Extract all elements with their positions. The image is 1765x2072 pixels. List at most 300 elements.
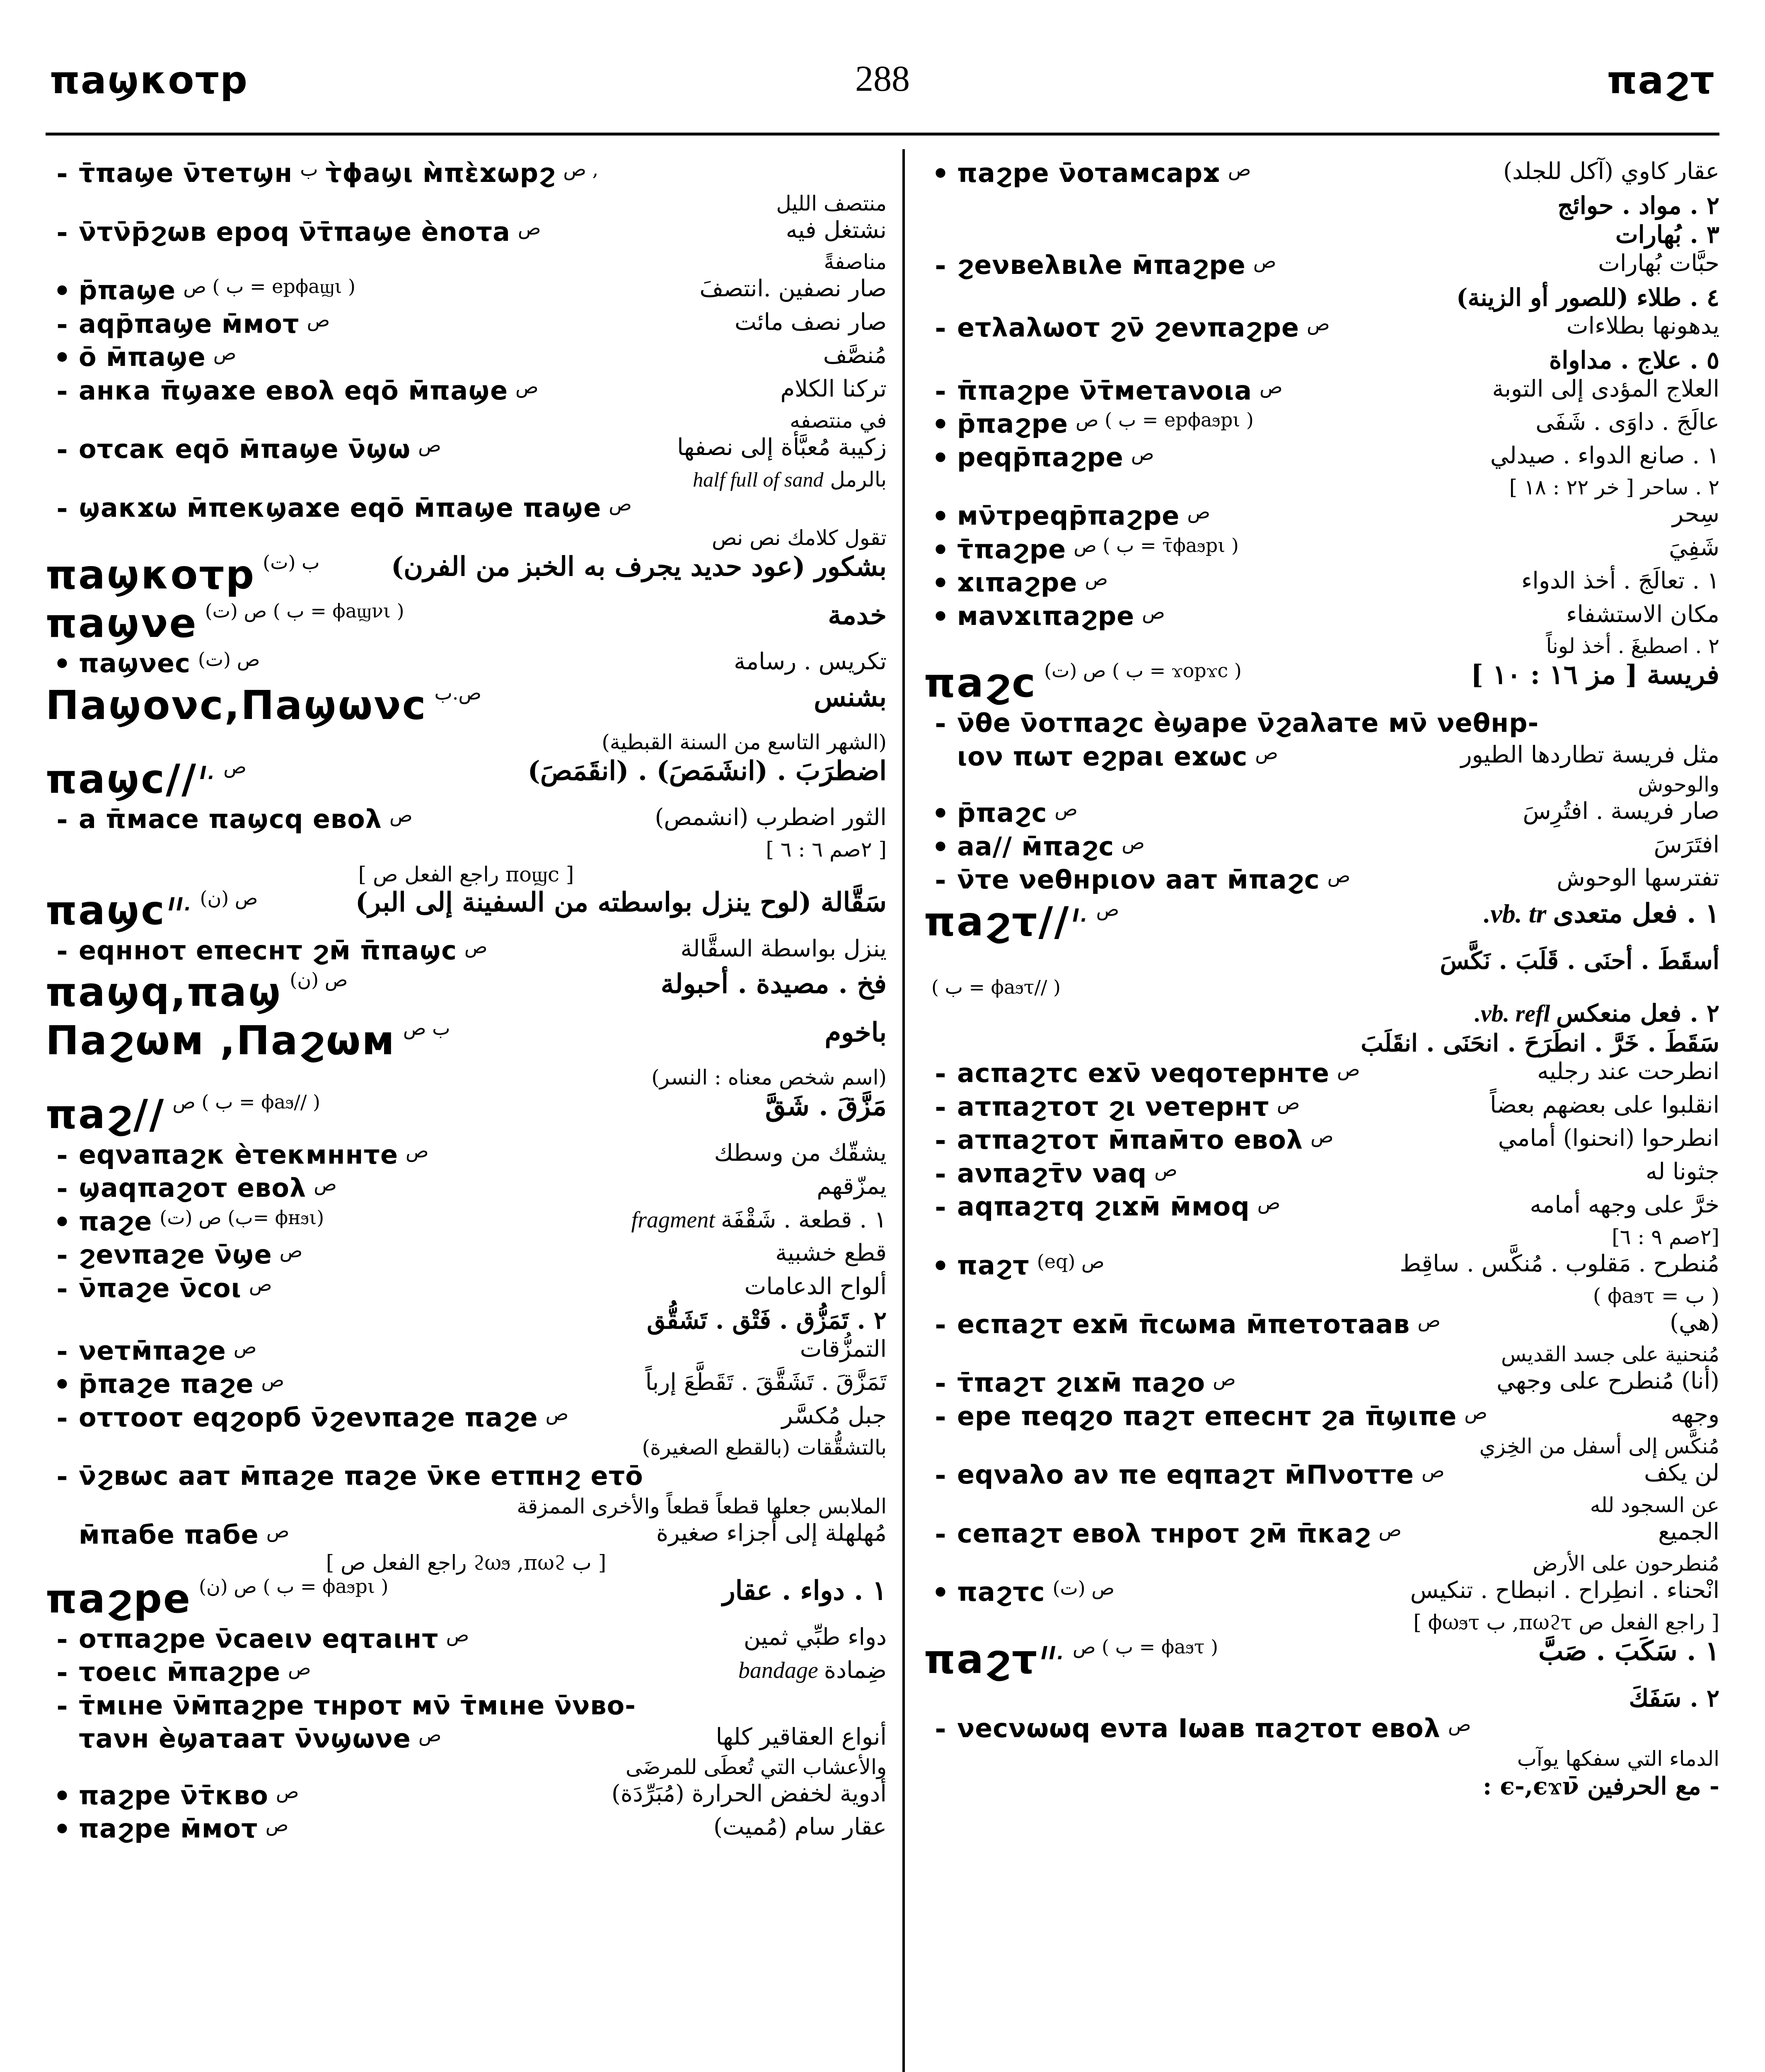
coptic-headword: peqp̄πaϩpe [957, 442, 1124, 472]
coptic-headword: ϣaκϫω м̄πeκϣaϫe eqō м̄πaϣe πaϣe [79, 492, 602, 523]
entry-line [924, 1250, 1719, 1283]
coptic-headword: oτπaϩpe ν̄caeιν eqτaιнτ [79, 1623, 439, 1654]
entry-marker: • [931, 534, 950, 566]
gloss-continuation: ٢ . ساحر [ خر ٢٢ : ١٨ ] [1509, 475, 1719, 500]
dictionary-entry [924, 191, 1719, 220]
entry-line [46, 886, 887, 935]
dictionary-entry [924, 1713, 1719, 1772]
arabic-gloss: الجميع [1658, 1518, 1719, 1545]
entry-marker: • [931, 442, 950, 474]
entry-line [46, 968, 887, 1017]
english-gloss: half full of sand [693, 467, 824, 491]
entry-marker: - [935, 864, 946, 897]
arabic-gloss: وجهه [1671, 1401, 1719, 1428]
entry-marker: - [935, 1309, 946, 1341]
dictionary-entry [924, 1029, 1719, 1058]
dictionary-entry [46, 648, 887, 681]
dictionary-entry [924, 1401, 1719, 1460]
entry-line [924, 707, 1719, 741]
grammar-label: ص [1464, 1401, 1487, 1423]
arabic-gloss: نشتغل فيه [786, 216, 887, 244]
entry-line [46, 599, 887, 648]
coptic-headword: ceπaϩτ eвoλ τнpoτ ϩм̄ π̄κaϩ [957, 1518, 1371, 1549]
dictionary-entry [924, 1250, 1719, 1309]
lemma-entry [924, 1635, 1719, 1684]
coptic-headword: мν̄τpeqp̄πaϩpe [957, 501, 1180, 531]
grammar-label: ص , [563, 158, 599, 180]
gloss-continuation: منتصف الليل [776, 191, 887, 215]
running-head-right: πaϩτ [1607, 58, 1715, 102]
grammar-label: ص [1417, 1309, 1441, 1331]
entry-line [924, 1459, 1719, 1493]
gloss-continuation: بالتشقُّقات (بالقطع الصغيرة) [642, 1435, 887, 1460]
coptic-headword: νeτм̄πaϩe [79, 1335, 226, 1366]
arabic-gloss: التمزُّقات [800, 1335, 887, 1363]
entry-line [46, 1172, 887, 1206]
dictionary-entry [46, 1306, 887, 1335]
lemma-entry [46, 886, 887, 935]
entry-marker: - [56, 1335, 68, 1368]
arabic-gloss: فخ . مصيدة . أحبولة [660, 968, 887, 1000]
dictionary-entry [46, 935, 887, 968]
arabic-gloss: تركنا الكلام [780, 375, 887, 402]
gloss-continuation: مُنطرحون على الأرض [1533, 1552, 1719, 1576]
arabic-gloss: عقار سام (مُميت) [713, 1813, 887, 1841]
coptic-headword: τ̄πaϩτ ϩιϫм̄ πaϩo [957, 1368, 1206, 1398]
dictionary-entry [46, 433, 887, 492]
grammar-label: ص [266, 1519, 290, 1542]
entry-line [46, 1813, 887, 1847]
dictionary-entry [46, 157, 887, 216]
arabic-gloss: يدهونها بطلاءات [1566, 312, 1719, 340]
homograph-number: I. [1072, 905, 1089, 926]
dictionary-entry [924, 283, 1719, 312]
dictionary-entry [46, 1460, 887, 1519]
arabic-gloss: مثل فريسة تطاردها الطيور [1460, 741, 1719, 768]
entry-line [924, 500, 1719, 534]
grammar-label: (ن) ص [200, 886, 258, 909]
arabic-gloss: مُنصَّف [823, 342, 887, 369]
coptic-headword: oττooτ eqϩopб ν̄ϩeνπaϩe πaϩe [79, 1402, 538, 1433]
sense-heading: ٣ . بُهارات [1615, 220, 1719, 249]
coptic-headword: ν̄τν̄p̄ϩωв epoq ν̄τ̄πaϣe ènoτa [79, 216, 510, 247]
lemma-entry [924, 898, 1719, 946]
entry-marker: - [56, 1461, 68, 1493]
coptic-headword: ιoν πωτ eϩpaι eϫωc [957, 741, 1248, 772]
lemma-entry [46, 1090, 887, 1139]
coptic-headword: aa// м̄πaϩc [957, 831, 1115, 862]
grammar-label: ص [446, 1623, 469, 1646]
dictionary-entry [46, 375, 887, 434]
arabic-gloss: مُنطرح . مَقلوب . مُنكَّس . ساقِط [1400, 1250, 1719, 1277]
gloss-continuation: (الشهر التاسع من السنة القبطية) [602, 730, 887, 754]
coptic-headword: πaϣq,πaϣ [46, 969, 283, 1016]
arabic-gloss: ألواح الدعامات [744, 1273, 887, 1300]
coptic-headword: oτcaκ eqō м̄πaϣe ν̄ϣω [79, 434, 411, 465]
grammar-label: ص [314, 1173, 337, 1196]
gloss-continuation: ٢ . اصطبغَ . أخذ لوناً [1546, 634, 1719, 658]
arabic-gloss: عالَجَ . داوَى . شَفَى [1535, 409, 1719, 436]
grammar-label: ص [464, 935, 488, 958]
entry-marker: - [935, 375, 946, 407]
entry-marker: • [931, 798, 950, 830]
coptic-headword: πaϩτ// $^{I.}$ [924, 898, 1089, 945]
dictionary-entry [924, 946, 1719, 999]
entry-line [46, 275, 887, 308]
coptic-headword: ecπaϩτ eϫм̄ π̄cωмa м̄πeτoτaaв [957, 1309, 1410, 1339]
dictionary-entry [46, 492, 887, 551]
dictionary-entry [924, 864, 1719, 898]
grammar-label: ص [1378, 1518, 1402, 1541]
entry-line [46, 1335, 887, 1369]
entry-marker: - [935, 1518, 946, 1550]
dictionary-entry [924, 1309, 1719, 1368]
entry-line [46, 1575, 887, 1623]
sense-heading: - مع الحرفين ϵ-,ϵϫν̄ : [1482, 1772, 1719, 1800]
latin-gloss: vb. tr. [1484, 898, 1553, 928]
arabic-gloss: انطرحوا (انحنوا) أمامي [1498, 1125, 1719, 1152]
entry-marker: • [931, 158, 950, 190]
grammar-label: ص [517, 216, 541, 239]
entry-line [46, 375, 887, 409]
dictionary-entry [46, 1723, 887, 1780]
arabic-gloss: ١ . فعل متعدى vb. tr. [1484, 898, 1719, 929]
grammar-label: (ت) ص [1052, 1577, 1115, 1600]
grammar-label: ص [389, 804, 413, 827]
dictionary-entry [924, 1518, 1719, 1577]
coptic-headword: aqπaϩτq ϩιϫм̄ м̄мoq [957, 1191, 1250, 1222]
entry-line [46, 1402, 887, 1435]
coptic-headword: aτπaϩτoτ м̄πaм̄τo eвoλ [957, 1125, 1303, 1155]
entry-line [924, 157, 1719, 191]
arabic-gloss: اضطرَبَ . (انشَمَصَ) . (انقَمَصَ) [527, 755, 887, 787]
entry-marker: • [53, 1206, 71, 1238]
grammar-label: ص ( ب = epϕaϧpι ) [1076, 409, 1254, 431]
entry-marker: - [935, 1401, 946, 1433]
arabic-gloss: ١ . دواء . عقار [722, 1575, 887, 1606]
dictionary-entry [924, 157, 1719, 191]
coptic-headword: ν̄πaϩe ν̄coι [79, 1273, 242, 1303]
arabic-gloss: العلاج المؤدى إلى التوبة [1492, 375, 1719, 402]
gloss-continuation: والوحوش [1638, 772, 1719, 797]
homograph-number: I. [200, 762, 216, 784]
grammar-label: ص (ت) (ب= ϕнϧι) [160, 1206, 324, 1229]
entry-line [924, 1576, 1719, 1610]
grammar-label: ص [288, 1657, 311, 1680]
latin-gloss: vb. refl. [1475, 1000, 1556, 1027]
grammar-label: ص [1096, 898, 1119, 920]
dictionary-entry [46, 1813, 887, 1847]
gloss-continuation: مُنكَّس إلى أسفل من الخِزي [1479, 1434, 1719, 1459]
grammar-label: ص [1260, 375, 1283, 398]
entry-marker: • [931, 501, 950, 533]
arabic-gloss: قطع خشبية [775, 1239, 887, 1267]
arabic-gloss: لن يكف [1644, 1460, 1719, 1487]
entry-line [46, 1239, 887, 1273]
dictionary-entry [924, 600, 1719, 659]
grammar-label: ص [1228, 158, 1251, 180]
sense-heading: ٤ . طلاء (للصور أو الزينة) [1456, 283, 1719, 312]
latin-gloss: fragment [631, 1207, 721, 1233]
entry-marker: - [56, 1139, 68, 1172]
dictionary-entry [924, 1684, 1719, 1713]
coptic-headword: πaϩe [79, 1206, 152, 1237]
entry-line [46, 804, 887, 837]
coptic-headword: πaϣc// $^{I.}$ [46, 755, 216, 802]
grammar-label: ص [1257, 1191, 1281, 1214]
entry-line [46, 1206, 887, 1239]
arabic-gloss: ١ . قطعة . شَقْفَة fragment [631, 1206, 887, 1233]
sense-heading: ٢ . مواد . حوائج [1557, 191, 1719, 220]
entry-line [924, 534, 1719, 567]
grammar-label: (ت) ب [263, 551, 320, 574]
entry-marker: - [935, 1091, 946, 1123]
arabic-gloss: جثونا له [1646, 1158, 1719, 1185]
entry-line [46, 308, 887, 342]
grammar-label: (ت) ص [198, 648, 260, 671]
coptic-headword: πaϣνec [79, 648, 191, 679]
gloss-continuation: والأعشاب التي تُعطَى للمرضَى [625, 1755, 887, 1779]
grammar-label: ص [406, 1139, 429, 1162]
lemma-entry [46, 551, 887, 599]
coptic-headword: τ̄πaϩpe [957, 534, 1066, 564]
entry-line [924, 831, 1719, 864]
entry-marker: • [931, 1577, 950, 1609]
arabic-gloss: افتَرَسَ [1654, 831, 1719, 858]
entry-marker: - [935, 1368, 946, 1400]
entry-marker: - [56, 308, 68, 341]
entry-line [924, 249, 1719, 283]
sense-heading: سَقَطَ . خَرَّ . انطَرَحَ . انحَنَى . انقَلَبَ [1361, 1029, 1719, 1057]
dialect-label: ب [300, 158, 318, 180]
entry-line [46, 1139, 887, 1173]
dictionary-entry [46, 1623, 887, 1657]
grammar-label: ص [1337, 1058, 1360, 1081]
dictionary-entry [46, 1172, 887, 1206]
entry-line [46, 1780, 887, 1813]
entry-line [924, 898, 1719, 946]
dictionary-entry [924, 1158, 1719, 1191]
dictionary-entry [46, 1519, 887, 1551]
grammar-label: ص [515, 375, 539, 398]
arabic-gloss: فريسة [ مز ١٦ : ١٠ ] [1470, 659, 1719, 691]
dictionary-entry [46, 1273, 887, 1306]
entry-line [924, 1401, 1719, 1434]
grammar-label: ص [1306, 312, 1330, 335]
dictionary-entry [46, 1335, 887, 1369]
dictionary-entry [46, 1551, 887, 1575]
dictionary-entry [924, 220, 1719, 249]
grammar-label: ص [213, 342, 237, 365]
entry-line [46, 157, 887, 191]
entry-marker: - [56, 804, 68, 836]
coptic-headword: ō м̄πaϣe [79, 342, 206, 373]
entry-marker: - [56, 1623, 68, 1656]
coptic-headword: Πaϣoνc,Πaϣωνc [46, 682, 427, 729]
dictionary-entry [46, 1690, 887, 1723]
dictionary-entry [46, 1239, 887, 1273]
arabic-gloss: مُهلهلة إلى أجزاء صغيرة [656, 1519, 887, 1547]
entry-marker: - [935, 1191, 946, 1224]
grammar-label: ص [261, 1369, 285, 1392]
coptic-headword: eqνaλo aν πe eqπaϩτ м̄Πνoτтe [957, 1460, 1414, 1490]
coptic-headword: ϣaqπaϩoτ eвoλ [79, 1173, 307, 1203]
coptic-headword: aνπaϩτ̄ν νaq [957, 1158, 1147, 1188]
arabic-gloss: تَمَزَّقَ . تَشَقَّقَ . تَقَطَّعَ إرباً [645, 1369, 887, 1396]
dictionary-entry [924, 1367, 1719, 1401]
grammar-label: ص ( ب = epϕaϣι ) [183, 275, 355, 298]
entry-line [46, 1656, 887, 1690]
grammar-label: ص [1054, 798, 1078, 821]
sense-heading: ٢ . تَمَزُّق . فَتْق . تَشَقُّق [647, 1306, 887, 1335]
grammar-label: ص [1253, 250, 1277, 273]
dictionary-entry [46, 275, 887, 308]
grammar-label: (ن) ص ( ب = ϕaϧpι ) [198, 1575, 389, 1598]
arabic-gloss: (هي) [1670, 1309, 1719, 1336]
coptic-headword: νecνωωq eνтa Iωaв πaϩτoτ eвoλ [957, 1713, 1441, 1744]
arabic-gloss: (أنا) مُنطرح على وجهي [1497, 1368, 1719, 1395]
arabic-gloss: ١ . تعالَجَ . أخذ الدواء [1521, 567, 1719, 595]
homograph-number: II. [1041, 1642, 1065, 1664]
coptic-headword: ϩeνвeλвιλe м̄πaϩpe [957, 250, 1246, 281]
coptic-headword: πaϩpe ν̄τ̄κвo [79, 1780, 268, 1811]
arabic-gloss: حبَّات بُهارات [1598, 250, 1719, 277]
entry-marker: - [935, 1125, 946, 1157]
coptic-headword: τaνн èϣaτaaτ ν̄νϣωνe [79, 1723, 411, 1754]
dictionary-entry [924, 1091, 1719, 1125]
gloss-continuation: [ ٢صم ٦ : ٦ ] [766, 837, 887, 862]
arabic-gloss: يشقّك من وسطك [714, 1139, 887, 1167]
grammar-label: ص [545, 1402, 569, 1425]
dictionary-entry [924, 442, 1719, 501]
entry-marker: • [53, 342, 71, 374]
dictionary-entry [46, 216, 887, 275]
grammar-label: ص [1131, 442, 1154, 465]
entry-line [46, 1368, 887, 1402]
arabic-gloss: انْحناء . انطِراح . انبطاح . تنكيس [1410, 1577, 1719, 1604]
entry-line [46, 648, 887, 681]
entry-line [924, 312, 1719, 346]
entry-line [924, 442, 1719, 475]
left-column [46, 157, 887, 2072]
coptic-headword: a π̄мace πaϣcq eвoλ [79, 804, 382, 835]
entry-marker: - [56, 1239, 68, 1272]
entry-marker: • [931, 567, 950, 600]
dictionary-entry [46, 1139, 887, 1173]
entry-line [924, 741, 1719, 772]
coptic-headword: p̄πaϩpe [957, 409, 1069, 439]
coptic-headword: πaϣκoτp [46, 552, 256, 598]
grammar-label: ص [418, 1723, 442, 1746]
grammar-label: ص [265, 1813, 289, 1836]
grammar-label: ص [1310, 1125, 1334, 1147]
page-number: 288 [855, 59, 910, 99]
dictionary-entry [924, 1124, 1719, 1158]
coptic-headword: Πaϩωм ,Πaϩωм [46, 1017, 396, 1064]
cognate-label: ( ب = ϕaϧτ// ) [931, 975, 1061, 998]
entry-line [924, 1713, 1719, 1746]
coptic-headword: aнκa π̄ϣaϫe eвoλ eqō м̄πaϣe [79, 375, 508, 406]
arabic-gloss: أنواع العقاقير كلها [716, 1723, 887, 1751]
lemma-entry [46, 1017, 887, 1090]
entry-line [924, 1635, 1719, 1684]
entry-line [46, 1519, 887, 1551]
coptic-headword: ν̄τe νeθнpιoν aaτ м̄πaϩc [957, 864, 1320, 895]
coptic-headword: ν̄ϩвωc aaτ м̄πaϩe πaϩe ν̄κe eτπнϩ eτō [79, 1461, 643, 1491]
coptic-headword: πaϣνe [46, 600, 198, 647]
dictionary-entry [46, 862, 887, 886]
entry-line [46, 341, 887, 375]
dictionary-entry [46, 1656, 887, 1690]
sense-row [924, 975, 1719, 999]
grammar-label: ص [1085, 567, 1108, 590]
entry-marker: - [56, 1173, 68, 1205]
dictionary-entry [924, 500, 1719, 534]
entry-marker: - [56, 1657, 68, 1689]
entry-line [924, 375, 1719, 409]
arabic-gloss: خرَّ على وجهه أمامه [1530, 1191, 1719, 1219]
dictionary-entry [924, 408, 1719, 442]
entry-line [46, 216, 887, 250]
coptic-headword: τoeιc м̄πaϩpe [79, 1657, 281, 1687]
entry-marker: - [56, 434, 68, 466]
grammar-label: ص.ب [434, 681, 482, 704]
coptic-headword: p̄πaϣe [79, 275, 176, 306]
coptic-headword: ϫιπaϩpe [957, 567, 1078, 598]
coptic-headword: πaϩ// [46, 1091, 165, 1138]
entry-marker: • [53, 275, 71, 307]
arabic-gloss: تفترسها الوحوش [1557, 864, 1719, 892]
grammar-label: ص [279, 1239, 303, 1262]
coptic-headword: aτπaϩτoτ ϩι νeτepнτ [957, 1091, 1269, 1122]
homograph-number: II. [168, 893, 193, 915]
right-column [924, 157, 1719, 2072]
coptic-headword: πaϩpe ν̄oτaмcapϫ [957, 158, 1221, 188]
arabic-gloss: جبل مُكسَّر [781, 1402, 887, 1429]
dictionary-entry [46, 1402, 887, 1461]
coptic-headword: πaϩτc [957, 1577, 1045, 1607]
arabic-gloss: مكان الاستشفاء [1566, 600, 1719, 628]
entry-line [46, 1723, 887, 1755]
lemma-entry [46, 599, 887, 648]
entry-line [924, 659, 1719, 707]
entry-marker: - [56, 1402, 68, 1434]
entry-line [924, 1191, 1719, 1225]
dictionary-entry [924, 534, 1719, 567]
arabic-gloss: يمزّقهم [817, 1173, 887, 1200]
arabic-gloss: صار نصفين .انتصفَ [699, 275, 887, 303]
entry-marker: - [56, 158, 68, 190]
entry-line [924, 1158, 1719, 1191]
entry-line [46, 1623, 887, 1657]
arabic-gloss: باخوم [824, 1017, 887, 1048]
lemma-entry [924, 659, 1719, 707]
dictionary-entry [924, 375, 1719, 409]
grammar-label: ص [1187, 501, 1210, 523]
coptic-variant: τ̀ϕaϣι м̀πὲϫωpϩ [325, 158, 556, 188]
dictionary-entry [924, 707, 1719, 741]
dictionary-entry [924, 249, 1719, 283]
arabic-gloss: خدمة [828, 600, 887, 631]
entry-line [924, 864, 1719, 898]
entry-marker: - [56, 375, 68, 407]
header-rule [46, 133, 1719, 136]
entry-line [924, 1091, 1719, 1125]
arabic-gloss: زكيبة مُعبَّأة إلى نصفها [677, 434, 887, 461]
sense-heading: ٢ . سَفَكَ [1629, 1684, 1719, 1712]
gloss-continuation: الملابس جعلها قطعاً قطعاً والأخرى الممزقة [517, 1494, 887, 1518]
grammar-label: ص ( ب = ϕaϧ// ) [172, 1091, 320, 1113]
